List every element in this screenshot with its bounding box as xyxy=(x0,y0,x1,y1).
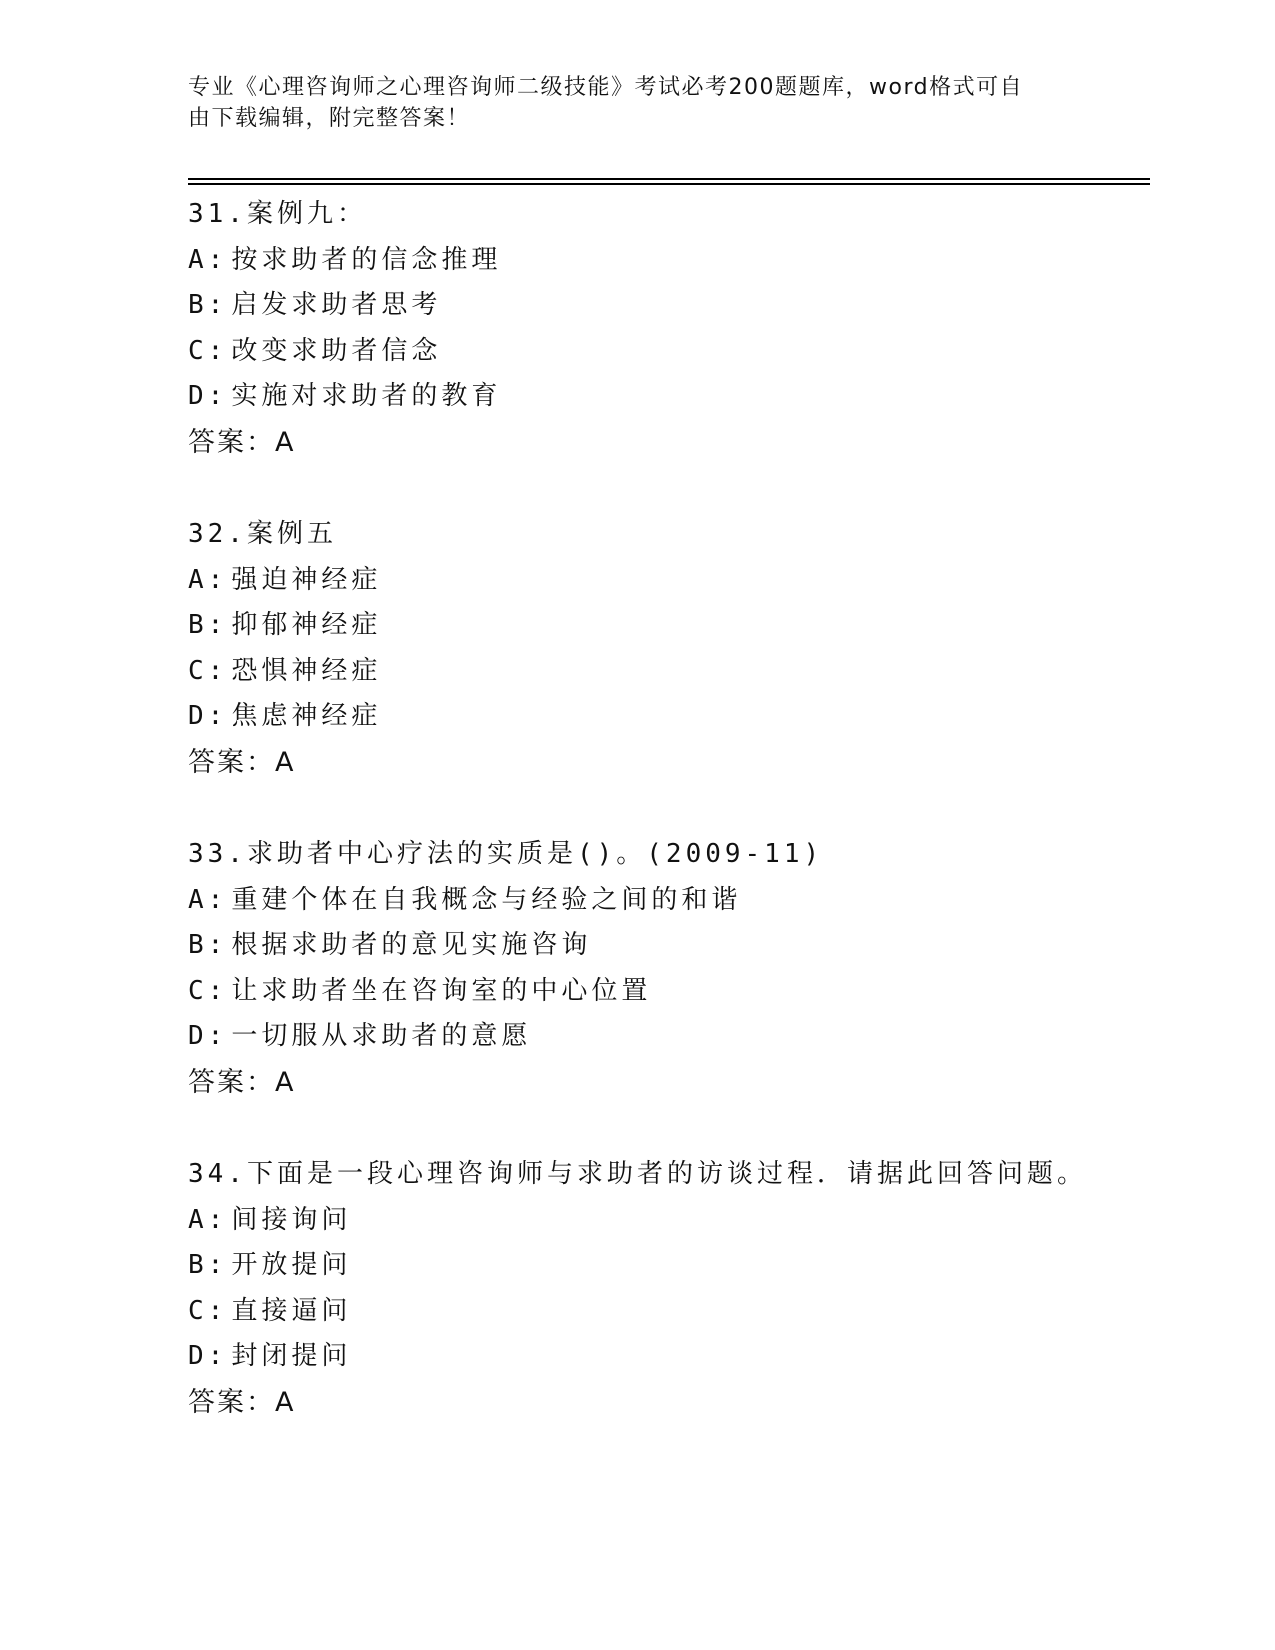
option-label: D: xyxy=(188,701,228,732)
option-label: B: xyxy=(188,930,228,961)
option-d xyxy=(188,374,1148,420)
option-text: 实施对求助者的教育 xyxy=(231,381,502,412)
option-a xyxy=(188,878,1148,924)
header-divider-bottom xyxy=(188,183,1150,185)
option-c xyxy=(188,969,1148,1015)
option-text: 根据求助者的意见实施咨询 xyxy=(231,930,592,961)
option-d xyxy=(188,694,1148,740)
option-text: 恐惧神经症 xyxy=(231,655,382,686)
option-label: D: xyxy=(188,1341,228,1372)
answer-line: 答案：A xyxy=(188,1386,296,1418)
document-header xyxy=(188,72,1068,134)
answer-line: 答案：A xyxy=(188,746,296,778)
option-text: 抑郁神经症 xyxy=(231,610,382,641)
option-a xyxy=(188,558,1148,604)
question-list xyxy=(188,192,1148,1472)
option-b xyxy=(188,923,1148,969)
option-text: 改变求助者信念 xyxy=(231,335,442,366)
question-title: 31.案例九： xyxy=(188,199,367,229)
option-text: 间接询问 xyxy=(231,1204,352,1235)
option-text: 开放提问 xyxy=(231,1250,352,1281)
option-b xyxy=(188,283,1148,329)
header-line-2: 由下载编辑，附完整答案！ xyxy=(188,106,471,131)
option-label: A: xyxy=(188,244,228,275)
question-31 xyxy=(188,192,1148,512)
option-b xyxy=(188,1243,1148,1289)
option-c xyxy=(188,329,1148,375)
option-d xyxy=(188,1334,1148,1380)
option-label: A: xyxy=(188,564,228,595)
option-text: 启发求助者思考 xyxy=(231,290,442,321)
question-32 xyxy=(188,512,1148,832)
option-c xyxy=(188,649,1148,695)
option-text: 焦虑神经症 xyxy=(231,701,382,732)
option-d xyxy=(188,1014,1148,1060)
question-title: 32.案例五 xyxy=(188,519,337,549)
question-title: 33.求助者中心疗法的实质是()。(2009-11) xyxy=(188,839,824,869)
answer-line: 答案：A xyxy=(188,1066,296,1098)
option-text: 重建个体在自我概念与经验之间的和谐 xyxy=(231,884,742,915)
question-33 xyxy=(188,832,1148,1152)
option-c xyxy=(188,1289,1148,1335)
option-label: C: xyxy=(188,655,228,686)
option-label: B: xyxy=(188,290,228,321)
option-label: D: xyxy=(188,381,228,412)
header-line-1: 专业《心理咨询师之心理咨询师二级技能》考试必考200题题库，word格式可自 xyxy=(188,75,1024,100)
option-b xyxy=(188,603,1148,649)
question-title: 34.下面是一段心理咨询师与求助者的访谈过程．请据此回答问题。 xyxy=(188,1159,1087,1189)
header-divider-top xyxy=(188,178,1150,180)
option-text: 让求助者坐在咨询室的中心位置 xyxy=(231,975,652,1006)
option-text: 按求助者的信念推理 xyxy=(231,244,502,275)
option-label: A: xyxy=(188,884,228,915)
option-label: C: xyxy=(188,975,228,1006)
option-label: A: xyxy=(188,1204,228,1235)
option-text: 直接逼问 xyxy=(231,1295,352,1326)
option-label: C: xyxy=(188,1295,228,1326)
question-34 xyxy=(188,1152,1148,1472)
option-text: 一切服从求助者的意愿 xyxy=(231,1021,532,1052)
option-label: B: xyxy=(188,610,228,641)
option-label: D: xyxy=(188,1021,228,1052)
option-a xyxy=(188,238,1148,284)
option-a xyxy=(188,1198,1148,1244)
option-label: C: xyxy=(188,335,228,366)
answer-line: 答案：A xyxy=(188,426,296,458)
option-text: 强迫神经症 xyxy=(231,564,382,595)
option-label: B: xyxy=(188,1250,228,1281)
option-text: 封闭提问 xyxy=(231,1341,352,1372)
